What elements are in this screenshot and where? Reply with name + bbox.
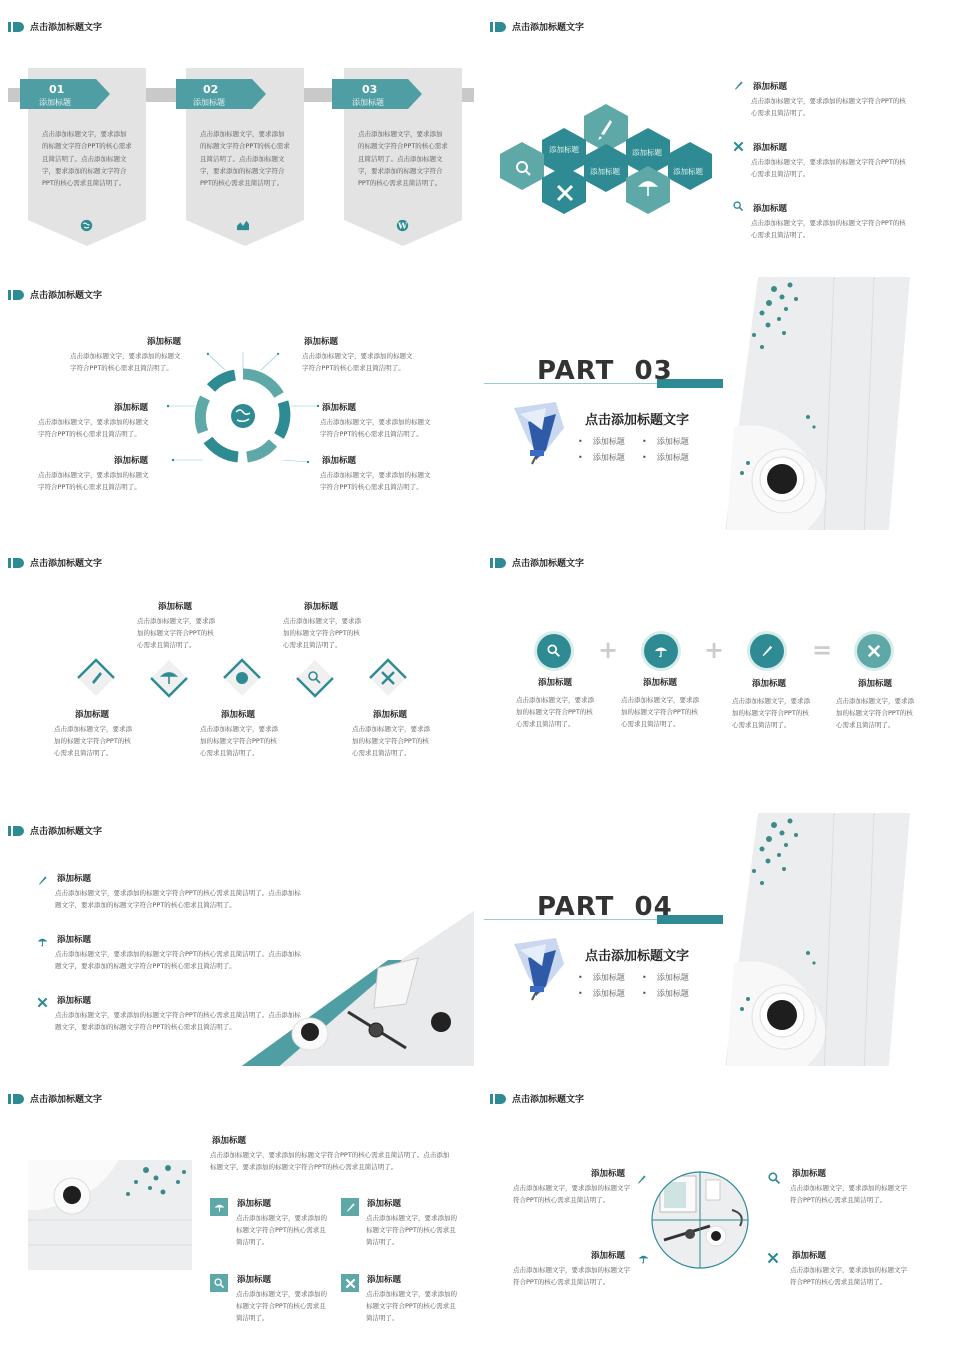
slide-part-03 <box>482 268 912 530</box>
eq-title-2: 添加标题 <box>643 678 678 688</box>
rocket-icon <box>750 634 784 668</box>
tools-icon <box>732 140 744 152</box>
dia-title-2: 添加标题 <box>304 602 339 612</box>
op-equals: = <box>812 636 833 664</box>
header-mark <box>8 1094 24 1104</box>
circ-text-2: 点击添加标题文字，要求添加的标题文字符合PPT的核心需求且简洁明了。 <box>790 1184 907 1204</box>
list-title-2: 添加标题 <box>57 935 92 945</box>
circ-title-2: 添加标题 <box>792 1169 827 1179</box>
eq-text-2: 点击添加标题文字，要求添加的标题文字符合PPT的核心需求且简洁明了。 <box>621 696 699 728</box>
eq-text-4: 点击添加标题文字，要求添加的标题文字符合PPT的核心需求且简洁明了。 <box>836 697 914 729</box>
eq-title-1: 添加标题 <box>538 678 573 688</box>
hex-label-3: 添加标题 <box>590 167 620 176</box>
dia-text-4: 点击添加标题文字，要求添加的标题文字符合PPT的核心需求且简洁明了。 <box>200 725 278 757</box>
slide-steps <box>0 0 474 262</box>
op-plus-2: + <box>704 636 725 664</box>
slide-ring <box>0 268 474 530</box>
rocket-icon <box>341 1198 359 1216</box>
tools-icon <box>36 996 48 1008</box>
header-text: 点击添加标题文字 <box>30 1095 103 1105</box>
header-mark <box>490 558 506 568</box>
bouquet-image <box>506 400 568 466</box>
hex-label-2: 添加标题 <box>632 148 662 157</box>
ring-text-1: 点击添加标题文字，要求添加的标题文字符合PPT的核心需求且简洁明了。 <box>70 352 181 372</box>
s2-item-text-1: 点击添加标题文字，要求添加的标题文字符合PPT的核心需求且简洁明了。 <box>751 97 906 117</box>
grid-text-2: 点击添加标题文字，要求添加的标题文字符合PPT的核心需求且简洁明了。 <box>366 1214 457 1246</box>
list-text-2: 点击添加标题文字，要求添加的标题文字符合PPT的核心需求且简洁明了。点击添加标题文字，要求添加的标题文字符合PPT的核心需求且简洁明了。 <box>55 950 301 970</box>
part-label: PART 04 <box>537 892 673 922</box>
hex-label-4: 添加标题 <box>673 167 703 176</box>
slide-header <box>8 1092 102 1105</box>
dia-title-4: 添加标题 <box>221 710 256 720</box>
header-text: 点击添加标题文字 <box>512 1095 585 1105</box>
umbrella-icon <box>637 1252 649 1264</box>
slide-header <box>8 556 102 569</box>
part-bullet-4: • 添加标题 <box>642 453 689 462</box>
ring-text-3: 点击添加标题文字，要求添加的标题文字符合PPT的核心需求且简洁明了。 <box>38 418 149 438</box>
dia-text-1: 点击添加标题文字，要求添加的标题文字符合PPT的核心需求且简洁明了。 <box>137 617 215 649</box>
svg-text:W: W <box>397 219 407 230</box>
search-icon <box>210 1274 228 1292</box>
s2-item-text-3: 点击添加标题文字，要求添加的标题文字符合PPT的核心需求且简洁明了。 <box>751 219 906 239</box>
ring-text-6: 点击添加标题文字，要求添加的标题文字符合PPT的核心需求且简洁明了。 <box>320 471 431 491</box>
bouquet-image <box>506 936 568 1002</box>
chart-icon <box>236 218 250 232</box>
ring-title-4: 添加标题 <box>322 403 357 413</box>
grid-title-3: 添加标题 <box>237 1275 272 1285</box>
grid-title-1: 添加标题 <box>237 1199 272 1209</box>
globe-icon <box>79 218 93 232</box>
list-text-1: 点击添加标题文字，要求添加的标题文字符合PPT的核心需求且简洁明了。点击添加标题文字，要求添加的标题文字符合PPT的核心需求且简洁明了。 <box>55 889 301 909</box>
ring-text-4: 点击添加标题文字，要求添加的标题文字符合PPT的核心需求且简洁明了。 <box>320 418 431 438</box>
op-plus-1: + <box>598 636 619 664</box>
step-text-1: 点击添加标题文字，要求添加的标题文字符合PPT的核心需求且简洁明了。点击添加标题文字，要求添加的标题文字符合PPT的核心需求且简洁明了。 <box>42 130 132 188</box>
search-icon <box>537 634 571 668</box>
header-mark <box>490 22 506 32</box>
coffee-photo <box>724 813 910 1066</box>
dia-text-5: 点击添加标题文字，要求添加的标题文字符合PPT的核心需求且简洁明了。 <box>352 725 430 757</box>
ring-text-2: 点击添加标题文字，要求添加的标题文字符合PPT的核心需求且简洁明了。 <box>302 352 413 372</box>
slide-equation <box>482 536 956 798</box>
dia-title-1: 添加标题 <box>158 602 193 612</box>
diamond-row <box>72 654 432 704</box>
header-mark <box>8 826 24 836</box>
hex-label-1: 添加标题 <box>549 145 579 154</box>
header-text: 点击添加标题文字 <box>30 827 103 837</box>
search-icon <box>767 1171 781 1185</box>
step-label-2: 添加标题 <box>193 98 225 107</box>
s2-item-text-2: 点击添加标题文字，要求添加的标题文字符合PPT的核心需求且简洁明了。 <box>751 158 906 178</box>
rocket-icon <box>732 79 744 91</box>
part-bullet-3: • 添加标题 <box>578 453 625 462</box>
header-mark <box>8 22 24 32</box>
step-num-1: 01 <box>49 83 65 96</box>
desk-photo <box>28 1160 192 1270</box>
part-label: PART 03 <box>537 356 673 386</box>
slide-hexagons <box>482 0 956 262</box>
step-label-3: 添加标题 <box>352 98 384 107</box>
ring-title-5: 添加标题 <box>114 456 149 466</box>
step-text-2: 点击添加标题文字，要求添加的标题文字符合PPT的核心需求且简洁明了。点击添加标题文字，要求添加的标题文字符合PPT的核心需求且简洁明了。 <box>200 130 290 188</box>
part-title: 点击添加标题文字 <box>585 949 690 964</box>
circ-title-4: 添加标题 <box>792 1251 827 1261</box>
circ-text-1: 点击添加标题文字，要求添加的标题文字符合PPT的核心需求且简洁明了。 <box>513 1184 630 1204</box>
eq-text-1: 点击添加标题文字，要求添加的标题文字符合PPT的核心需求且简洁明了。 <box>516 696 594 728</box>
grid-top-text: 点击添加标题文字，要求添加的标题文字符合PPT的核心需求且简洁明了。点击添加标题文字，要求添加的标题文字符合PPT的核心需求且简洁明了。 <box>210 1151 450 1171</box>
dia-text-2: 点击添加标题文字，要求添加的标题文字符合PPT的核心需求且简洁明了。 <box>283 617 361 649</box>
dia-title-5: 添加标题 <box>373 710 408 720</box>
part-bullet-3: • 添加标题 <box>578 989 625 998</box>
eq-title-3: 添加标题 <box>752 679 787 689</box>
slide-header <box>8 288 102 301</box>
step-label-1: 添加标题 <box>39 98 71 107</box>
slide-list-photo <box>0 804 474 1066</box>
umbrella-icon <box>210 1198 228 1216</box>
wordpress-icon <box>395 218 409 232</box>
rocket-icon <box>36 874 48 886</box>
ring-title-2: 添加标题 <box>304 337 339 347</box>
s2-item-title-3: 添加标题 <box>753 204 788 214</box>
circ-title-3: 添加标题 <box>591 1251 626 1261</box>
umbrella-icon <box>644 634 678 668</box>
ring-title-1: 添加标题 <box>147 337 182 347</box>
part-bullet-2: • 添加标题 <box>642 437 689 446</box>
search-icon <box>732 200 744 212</box>
list-title-1: 添加标题 <box>57 874 92 884</box>
slide-header <box>490 556 584 569</box>
circle-desk-photo <box>650 1170 750 1270</box>
grid-text-4: 点击添加标题文字，要求添加的标题文字符合PPT的核心需求且简洁明了。 <box>366 1290 457 1322</box>
ring-title-6: 添加标题 <box>322 456 357 466</box>
grid-title-4: 添加标题 <box>367 1275 402 1285</box>
circ-title-1: 添加标题 <box>591 1169 626 1179</box>
header-mark <box>490 1094 506 1104</box>
hexagon-cluster <box>500 100 740 230</box>
umbrella-icon <box>36 935 48 947</box>
slide-header <box>490 1092 584 1105</box>
part-bullet-2: • 添加标题 <box>642 973 689 982</box>
list-title-3: 添加标题 <box>57 996 92 1006</box>
part-bullet-1: • 添加标题 <box>578 973 625 982</box>
tools-icon <box>857 634 891 668</box>
slide-header <box>8 20 102 33</box>
step-num-3: 03 <box>362 83 378 96</box>
header-text: 点击添加标题文字 <box>30 291 103 301</box>
tools-icon <box>766 1251 780 1265</box>
rocket-icon <box>635 1173 647 1185</box>
step-num-2: 02 <box>203 83 219 96</box>
slide-photo-grid <box>0 1072 474 1352</box>
header-text: 点击添加标题文字 <box>512 23 585 33</box>
slide-header <box>8 824 102 837</box>
eq-text-3: 点击添加标题文字，要求添加的标题文字符合PPT的核心需求且简洁明了。 <box>732 697 810 729</box>
part-bullet-1: • 添加标题 <box>578 437 625 446</box>
part-bullet-4: • 添加标题 <box>642 989 689 998</box>
slide-part-04 <box>482 804 912 1066</box>
header-text: 点击添加标题文字 <box>512 559 585 569</box>
tools-icon <box>341 1274 359 1292</box>
header-mark <box>8 558 24 568</box>
header-text: 点击添加标题文字 <box>30 23 103 33</box>
step-text-3: 点击添加标题文字，要求添加的标题文字符合PPT的核心需求且简洁明了。点击添加标题文字，要求添加的标题文字符合PPT的核心需求且简洁明了。 <box>358 130 448 188</box>
dia-title-3: 添加标题 <box>75 710 110 720</box>
grid-text-3: 点击添加标题文字，要求添加的标题文字符合PPT的核心需求且简洁明了。 <box>236 1290 327 1322</box>
desk-photo-triangle <box>228 908 474 1066</box>
list-text-3: 点击添加标题文字，要求添加的标题文字符合PPT的核心需求且简洁明了。点击添加标题文字，要求添加的标题文字符合PPT的核心需求且简洁明了。 <box>55 1011 301 1031</box>
grid-text-1: 点击添加标题文字，要求添加的标题文字符合PPT的核心需求且简洁明了。 <box>236 1214 327 1246</box>
circ-text-4: 点击添加标题文字，要求添加的标题文字符合PPT的核心需求且简洁明了。 <box>790 1266 907 1286</box>
coffee-photo <box>724 277 910 530</box>
header-mark <box>8 290 24 300</box>
slide-diamonds <box>0 536 474 798</box>
ring-text-5: 点击添加标题文字，要求添加的标题文字符合PPT的核心需求且简洁明了。 <box>38 471 149 491</box>
slide-circle-photo <box>482 1072 956 1352</box>
header-text: 点击添加标题文字 <box>30 559 103 569</box>
ring-title-3: 添加标题 <box>114 403 149 413</box>
eq-title-4: 添加标题 <box>858 679 893 689</box>
slide-header <box>490 20 584 33</box>
grid-top-title: 添加标题 <box>212 1136 247 1146</box>
circ-text-3: 点击添加标题文字，要求添加的标题文字符合PPT的核心需求且简洁明了。 <box>513 1266 630 1286</box>
s2-item-title-1: 添加标题 <box>753 82 788 92</box>
part-title: 点击添加标题文字 <box>585 413 690 428</box>
grid-title-2: 添加标题 <box>367 1199 402 1209</box>
s2-item-title-2: 添加标题 <box>753 143 788 153</box>
dia-text-3: 点击添加标题文字，要求添加的标题文字符合PPT的核心需求且简洁明了。 <box>54 725 132 757</box>
